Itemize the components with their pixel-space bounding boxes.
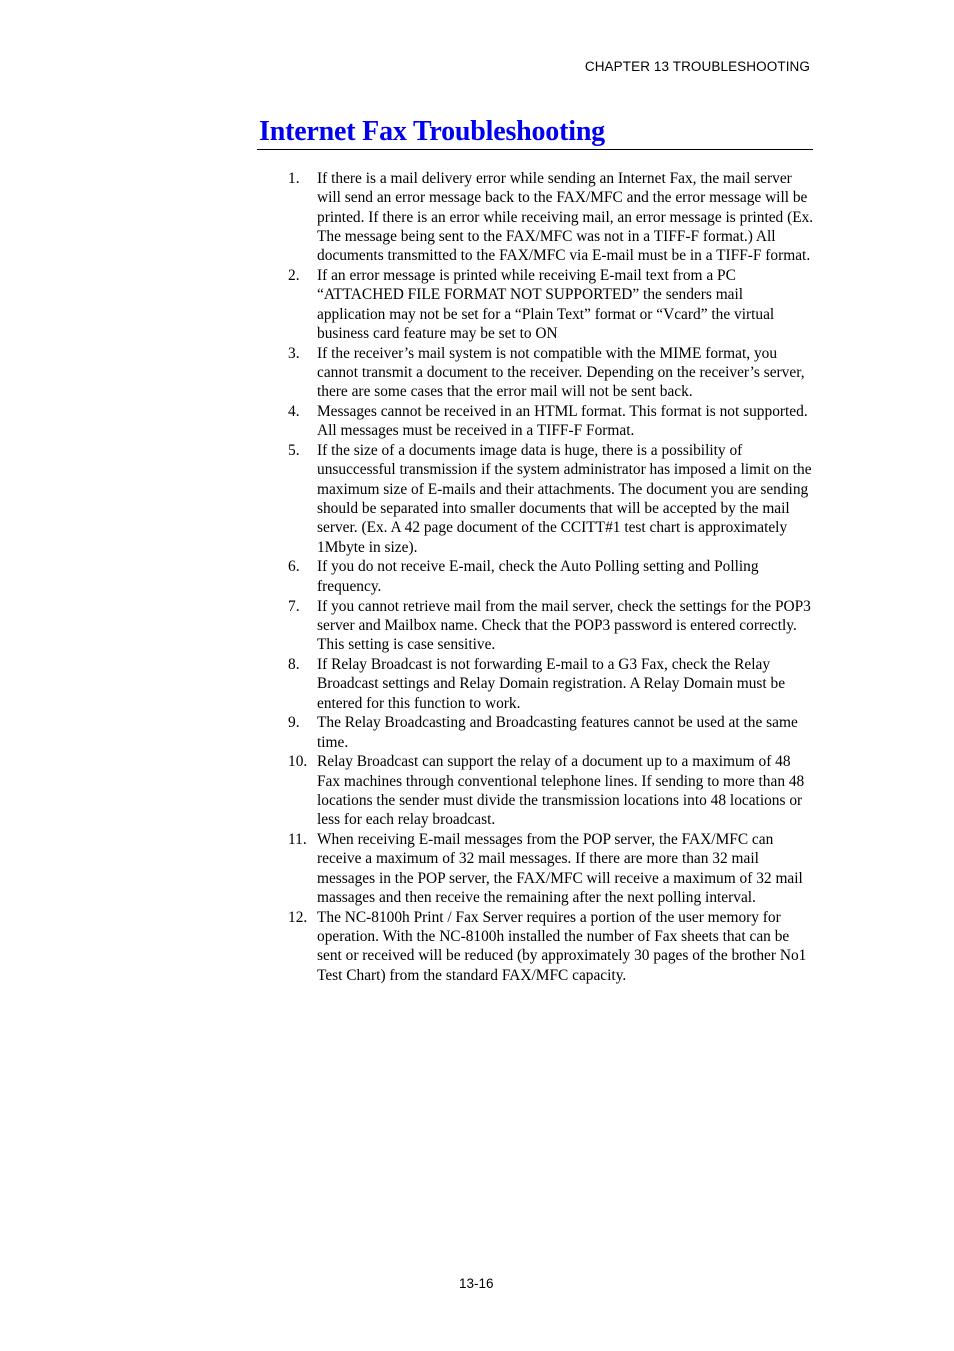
list-item-text: The Relay Broadcasting and Broadcasting features cannot be used at the same time. bbox=[317, 714, 798, 751]
list-item-number: 2. bbox=[288, 266, 300, 284]
list-item bbox=[288, 557, 814, 596]
list-item-text: If there is a mail delivery error while sending an Internet Fax, the mail server will send an error message back to the FAX/MFC and the error message will be printed. If there is an error while receiving mail, an error message is printed (Ex. The message being sent to the FAX/MFC was not in a TIFF-F format.) All documents transmitted to the FAX/MFC via E-mail must be in a TIFF-F format. bbox=[317, 170, 814, 265]
title-underline-rule bbox=[257, 149, 813, 150]
list-item bbox=[288, 752, 814, 829]
list-item bbox=[288, 402, 814, 441]
list-item-number: 3. bbox=[288, 344, 300, 362]
list-item-number: 4. bbox=[288, 403, 300, 421]
list-item bbox=[288, 597, 814, 655]
list-item-text: If you do not receive E-mail, check the Auto Polling setting and Polling frequency. bbox=[317, 558, 759, 595]
list-item-text: If you cannot retrieve mail from the mail server, check the settings for the POP3 server and Mailbox name. Check that the POP3 password is entered correctly. This setting is case sensitive. bbox=[317, 597, 811, 654]
list-item-number: 9. bbox=[288, 714, 300, 732]
list-item bbox=[288, 908, 814, 985]
list-item-text: If Relay Broadcast is not forwarding E-mail to a G3 Fax, check the Relay Broadcast settings and Relay Domain registration. A Relay Domain must be entered for this function to work. bbox=[317, 655, 786, 712]
list-item-number: 7. bbox=[288, 597, 300, 615]
list-item-number: 8. bbox=[288, 655, 300, 673]
page-title: Internet Fax Troubleshooting bbox=[259, 116, 605, 147]
page-number: 13-16 bbox=[459, 1276, 494, 1291]
list-item bbox=[288, 266, 814, 343]
list-item-number: 5. bbox=[288, 442, 300, 460]
troubleshooting-list bbox=[288, 169, 814, 985]
running-header: CHAPTER 13 TROUBLESHOOTING bbox=[584, 59, 810, 74]
list-item bbox=[288, 713, 814, 752]
list-item-text: If the receiver’s mail system is not compatible with the MIME format, you cannot transmit a document to the receiver. Depending on the receiver’s server, there are some cases that the error mail will not be sent back. bbox=[317, 344, 805, 401]
list-item-number: 6. bbox=[288, 558, 300, 576]
list-item-text: If the size of a documents image data is huge, there is a possibility of unsuccessful transmission if the system administrator has imposed a limit on the maximum size of E-mails and their attachments. The document you are sending should be separated into smaller documents that will be accepted by the mail server. (Ex. A 42 page document of the CCITT#1 test chart is approximately 1Mbyte in size). bbox=[317, 442, 812, 556]
list-item bbox=[288, 441, 814, 557]
list-item-number: 11. bbox=[288, 831, 307, 849]
list-item bbox=[288, 169, 814, 265]
list-item bbox=[288, 344, 814, 402]
list-item bbox=[288, 655, 814, 713]
list-item-text: Messages cannot be received in an HTML format. This format is not supported. All messages must be received in a TIFF-F Format. bbox=[317, 403, 808, 440]
list-item-number: 12. bbox=[288, 908, 308, 926]
list-item-text: The NC-8100h Print / Fax Server requires a portion of the user memory for operation. With the NC-8100h installed the number of Fax sheets that can be sent or received will be reduced (by approximately 30 pages of the brother No1 Test Chart) from the standard FAX/MFC capacity. bbox=[317, 908, 807, 984]
list-item-text: When receiving E-mail messages from the POP server, the FAX/MFC can receive a maximum of 32 mail messages. If there are more than 32 mail messages in the POP server, the FAX/MFC will receive a maximum of 32 mail massages and then receive the remaining after the next polling interval. bbox=[317, 831, 803, 906]
list-item-number: 10. bbox=[288, 753, 308, 771]
list-item-text: Relay Broadcast can support the relay of a document up to a maximum of 48 Fax machines through conventional telephone lines. If sending to more than 48 locations the sender must divide the transmission locations into 48 locations or less for each relay broadcast. bbox=[317, 753, 805, 829]
list-item-text: If an error message is printed while receiving E-mail text from a PC “ATTACHED FILE FORMAT NOT SUPPORTED” the senders mail application may not be set for a “Plain Text” format or “Vcard” the virtual business card feature may be set to ON bbox=[317, 266, 775, 342]
list-item-number: 1. bbox=[288, 170, 300, 187]
list-item bbox=[288, 830, 814, 907]
